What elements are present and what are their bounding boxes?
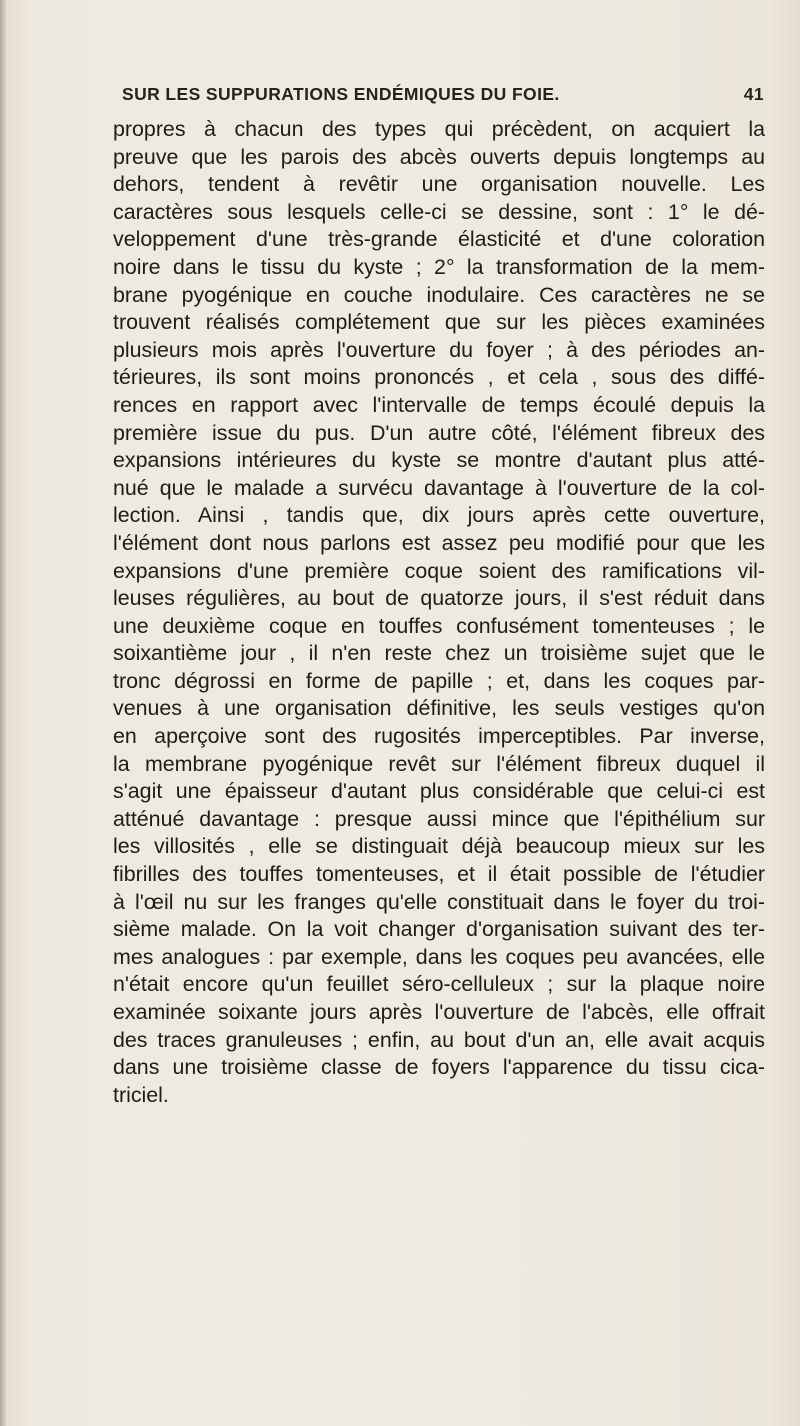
text-line: dehors, tendent à revêtir une organisation nouvelle. Les	[113, 172, 765, 197]
text-line: expansions d'une première coque soient des ramifications vil-	[113, 558, 765, 583]
text-line: la membrane pyogénique revêt sur l'élément fibreux duquel il	[113, 751, 765, 776]
page-number: 41	[743, 84, 764, 104]
text-line: l'élément dont nous parlons est assez peu modifié pour que les	[113, 530, 765, 555]
text-line: trouvent réalisés complétement que sur les pièces examinées	[113, 310, 765, 335]
body-paragraph	[113, 116, 765, 1109]
text-line: des traces granuleuses ; enfin, au bout d'un an, elle avait acquis	[113, 1027, 765, 1052]
text-line: s'agit une épaisseur d'autant plus considérable que celui-ci est	[113, 779, 765, 804]
text-line: nué que le malade a survécu davantage à l'ouverture de la col-	[113, 475, 765, 500]
text-line: examinée soixante jours après l'ouverture de l'abcès, elle offrait	[113, 1000, 765, 1024]
text-line: première issue du pus. D'un autre côté, l'élément fibreux des	[113, 420, 765, 445]
text-line: atténué davantage : presque aussi mince que l'épithélium sur	[113, 806, 765, 831]
text-line: triciel.	[113, 1082, 169, 1107]
text-line: dans une troisième classe de foyers l'apparence du tissu cica-	[113, 1055, 765, 1080]
text-line: mes analogues : par exemple, dans les coques peu avancées, elle	[113, 944, 765, 969]
text-line: propres à chacun des types qui précèdent, on acquiert la	[113, 117, 765, 141]
text-line: en aperçoive sont des rugosités imperceptibles. Par inverse,	[113, 724, 765, 749]
text-line: expansions intérieures du kyste se montre d'autant plus atté-	[113, 448, 765, 473]
text-line: plusieurs mois après l'ouverture du foyer ; à des périodes an-	[113, 337, 765, 362]
text-line: brane pyogénique en couche inodulaire. Ces caractères ne se	[113, 282, 765, 307]
text-line: preuve que les parois des abcès ouverts depuis longtemps au	[113, 144, 765, 169]
text-line: noire dans le tissu du kyste ; 2° la transformation de la mem-	[113, 254, 765, 279]
text-line: fibrilles des touffes tomenteuses, et il était possible de l'étudier	[113, 862, 765, 887]
page-binding-edge	[0, 0, 6, 1426]
text-line: venues à une organisation définitive, les seuls vestiges qu'on	[113, 696, 765, 721]
page-header	[122, 84, 764, 108]
text-line: n'était encore qu'un feuillet séro-celluleux ; sur la plaque noire	[113, 972, 765, 997]
text-line: soixantième jour , il n'en reste chez un troisième sujet que le	[113, 641, 765, 666]
text-line: tronc dégrossi en forme de papille ; et, dans les coques par-	[113, 668, 765, 693]
running-title: SUR LES SUPPURATIONS ENDÉMIQUES DU FOIE.	[122, 84, 560, 104]
text-line: veloppement d'une très-grande élasticité et d'une coloration	[113, 227, 765, 252]
text-line: lection. Ainsi , tandis que, dix jours après cette ouverture,	[113, 503, 765, 528]
text-line: térieures, ils sont moins prononcés , et cela , sous des diffé-	[113, 365, 765, 390]
text-line: rences en rapport avec l'intervalle de temps écoulé depuis la	[113, 392, 765, 417]
text-line: à l'œil nu sur les franges qu'elle constituait dans le foyer du troi-	[113, 889, 765, 914]
text-line: les villosités , elle se distinguait déjà beaucoup mieux sur les	[113, 834, 765, 859]
text-line: sième malade. On la voit changer d'organisation suivant des ter-	[113, 917, 765, 942]
text-line: caractères sous lesquels celle-ci se dessine, sont : 1° le dé-	[113, 199, 765, 224]
text-line: leuses régulières, au bout de quatorze jours, il s'est réduit dans	[113, 586, 765, 611]
text-line: une deuxième coque en touffes confusément tomenteuses ; le	[113, 613, 765, 638]
